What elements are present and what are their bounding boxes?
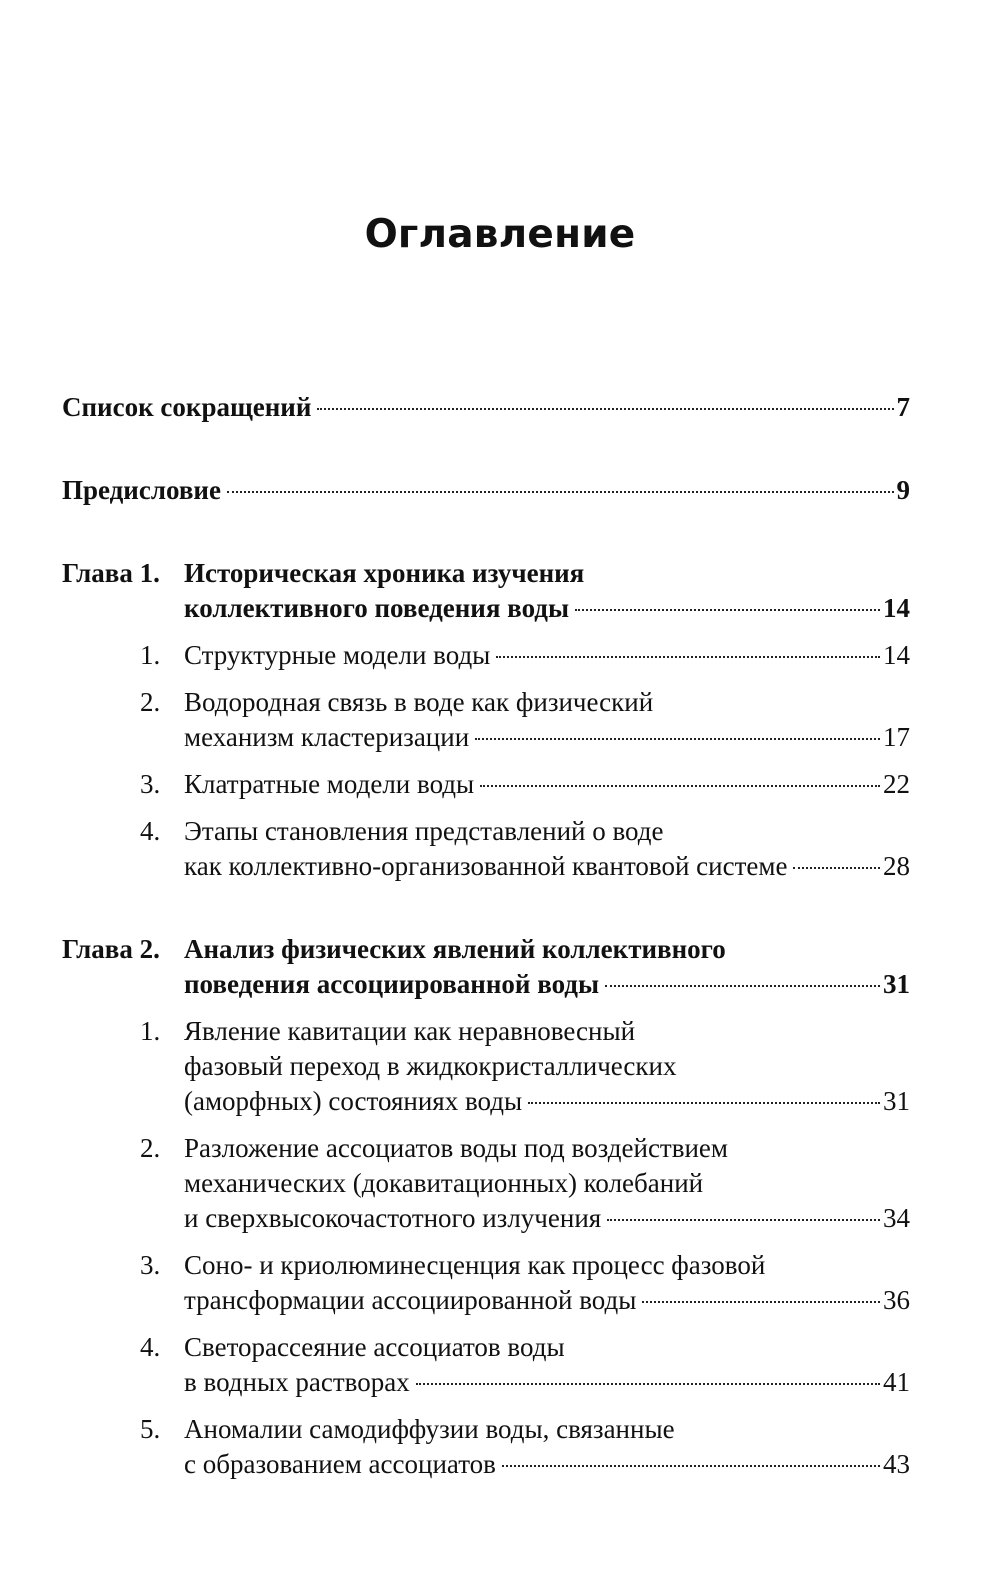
toc-page-number: 31 [883, 1086, 910, 1116]
table-of-contents [62, 390, 910, 1482]
section-title-line: Светорассеяние ассоциатов воды [184, 1332, 565, 1362]
toc-entry-label: Предисловие [62, 475, 221, 505]
section-title-line: Этапы становления представлений о воде [184, 816, 664, 846]
section-title-line: Аномалии самодиффузии воды, связанные [184, 1414, 675, 1444]
section-number: 5. [140, 1414, 161, 1444]
leader-dots [793, 867, 880, 869]
toc-page-number: 36 [883, 1285, 910, 1315]
toc-section-1-2[interactable] [62, 685, 910, 755]
section-number: 3. [140, 769, 161, 799]
chapter-title-line: Анализ физических явлений коллективного [184, 934, 726, 964]
leader-dots [416, 1383, 880, 1385]
toc-section-1-1[interactable] [62, 638, 910, 673]
toc-page-number: 7 [896, 392, 910, 422]
toc-page-number: 34 [883, 1203, 910, 1233]
toc-section-2-2[interactable] [62, 1131, 910, 1236]
section-number: 2. [140, 687, 161, 717]
leader-dots [317, 408, 893, 410]
leader-dots [528, 1102, 880, 1104]
section-title-line: трансформации ассоциированной воды [184, 1285, 637, 1315]
toc-page-number: 17 [883, 722, 910, 752]
toc-page-number: 43 [883, 1449, 910, 1479]
page-title: Оглавление [364, 212, 636, 258]
section-number: 2. [140, 1133, 161, 1163]
toc-entry-preface[interactable] [62, 473, 910, 508]
chapter-title-line: поведения ассоциированной воды [184, 969, 600, 999]
leader-dots [575, 609, 880, 611]
toc-chapter-2[interactable] [62, 932, 910, 1002]
leader-dots [502, 1465, 880, 1467]
leader-dots [480, 785, 880, 787]
section-title-line: Явление кавитации как неравновесный [184, 1016, 636, 1046]
section-number: 3. [140, 1250, 161, 1280]
section-title-line: в водных растворах [184, 1367, 410, 1397]
toc-section-2-3[interactable] [62, 1248, 910, 1318]
section-title-line: Соно- и криолюминесценция как процесс фазовой [184, 1250, 766, 1280]
toc-section-2-5[interactable] [62, 1412, 910, 1482]
toc-entry-abbreviations[interactable] [62, 390, 910, 425]
section-title-line: механических (докавитационных) колебаний [184, 1168, 704, 1198]
toc-page-number: 28 [883, 851, 910, 881]
section-title-line: Водородная связь в воде как физический [184, 687, 654, 717]
section-title-line: с образованием ассоциатов [184, 1449, 496, 1479]
section-title-line: Разложение ассоциатов воды под воздействием [184, 1133, 728, 1163]
section-title-line: и сверхвысокочастотного излучения [184, 1203, 602, 1233]
leader-dots [475, 738, 880, 740]
toc-chapter-1[interactable] [62, 556, 910, 626]
toc-section-1-4[interactable] [62, 814, 910, 884]
toc-page-number: 9 [896, 475, 910, 505]
section-title-line: (аморфных) состояниях воды [184, 1086, 523, 1116]
leader-dots [607, 1219, 880, 1221]
leader-dots [227, 491, 894, 493]
section-title-line: Клатратные модели воды [184, 769, 475, 799]
chapter-label: Глава 1. [62, 558, 160, 588]
toc-page-number: 22 [883, 769, 910, 799]
section-number: 1. [140, 640, 161, 670]
section-title-line: Структурные модели воды [184, 640, 491, 670]
section-number: 4. [140, 1332, 161, 1362]
toc-page-number: 14 [883, 593, 910, 623]
toc-section-2-1[interactable] [62, 1014, 910, 1119]
toc-section-2-4[interactable] [62, 1330, 910, 1400]
toc-page-number: 31 [883, 969, 910, 999]
section-number: 4. [140, 816, 161, 846]
toc-entry-label: Список сокращений [62, 392, 312, 422]
toc-page-number: 14 [883, 640, 910, 670]
section-title-line: как коллективно-организованной квантовой системе [184, 851, 788, 881]
section-title-line: механизм кластеризации [184, 722, 470, 752]
leader-dots [605, 985, 880, 987]
leader-dots [642, 1301, 880, 1303]
leader-dots [496, 656, 880, 658]
chapter-title-line: Историческая хроника изучения [184, 558, 585, 588]
chapter-title-line: коллективного поведения воды [184, 593, 570, 623]
section-title-line: фазовый переход в жидкокристаллических [184, 1051, 677, 1081]
chapter-label: Глава 2. [62, 934, 160, 964]
toc-page-number: 41 [883, 1367, 910, 1397]
section-number: 1. [140, 1016, 161, 1046]
toc-section-1-3[interactable] [62, 767, 910, 802]
